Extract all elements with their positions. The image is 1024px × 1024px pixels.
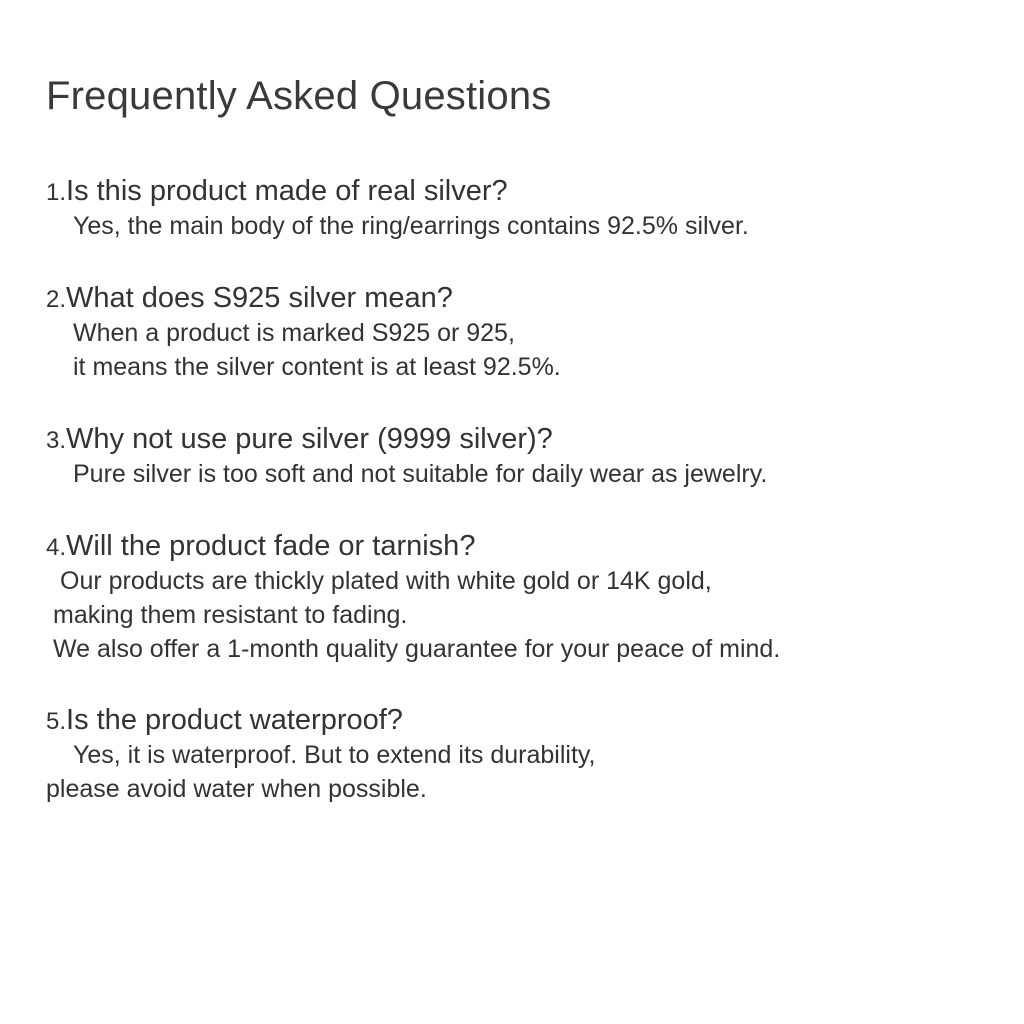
question-number: 1. (46, 179, 67, 206)
faq-answer (46, 209, 1006, 243)
question-number: 2. (46, 286, 67, 313)
page-title: Frequently Asked Questions (46, 74, 552, 118)
faq-question (46, 173, 1006, 209)
answer-line: Pure silver is too soft and not suitable for daily wear as jewelry. (73, 460, 768, 488)
faq-item-3 (46, 421, 1006, 491)
faq-answer (46, 738, 1006, 806)
question-text: What does S925 silver mean? (66, 282, 453, 314)
question-text: Will the product fade or tarnish? (66, 530, 476, 562)
question-number: 5. (46, 708, 67, 735)
answer-line: it means the silver content is at least 92.5%. (73, 353, 561, 381)
faq-item-2 (46, 280, 1006, 384)
answer-line: Yes, it is waterproof. But to extend its durability, (73, 741, 596, 769)
faq-question (46, 702, 1006, 738)
faq-answer (46, 316, 1006, 384)
faq-question (46, 421, 1006, 457)
faq-question (46, 280, 1006, 316)
question-number: 3. (46, 427, 67, 454)
question-text: Why not use pure silver (9999 silver)? (66, 423, 553, 455)
answer-line: Our products are thickly plated with white gold or 14K gold, (60, 567, 712, 595)
question-text: Is the product waterproof? (66, 704, 403, 736)
question-number: 4. (46, 534, 67, 561)
faq-item-5 (46, 702, 1006, 806)
answer-line: Yes, the main body of the ring/earrings contains 92.5% silver. (73, 212, 749, 240)
faq-answer (46, 564, 1006, 666)
faq-answer (46, 457, 1006, 491)
answer-line: please avoid water when possible. (46, 775, 427, 803)
faq-item-4 (46, 528, 1006, 666)
faq-item-1 (46, 173, 1006, 243)
answer-line: We also offer a 1-month quality guarantee for your peace of mind. (53, 635, 781, 663)
question-text: Is this product made of real silver? (66, 175, 508, 207)
answer-line: making them resistant to fading. (53, 601, 408, 629)
answer-line: When a product is marked S925 or 925, (73, 319, 515, 347)
faq-question (46, 528, 1006, 564)
